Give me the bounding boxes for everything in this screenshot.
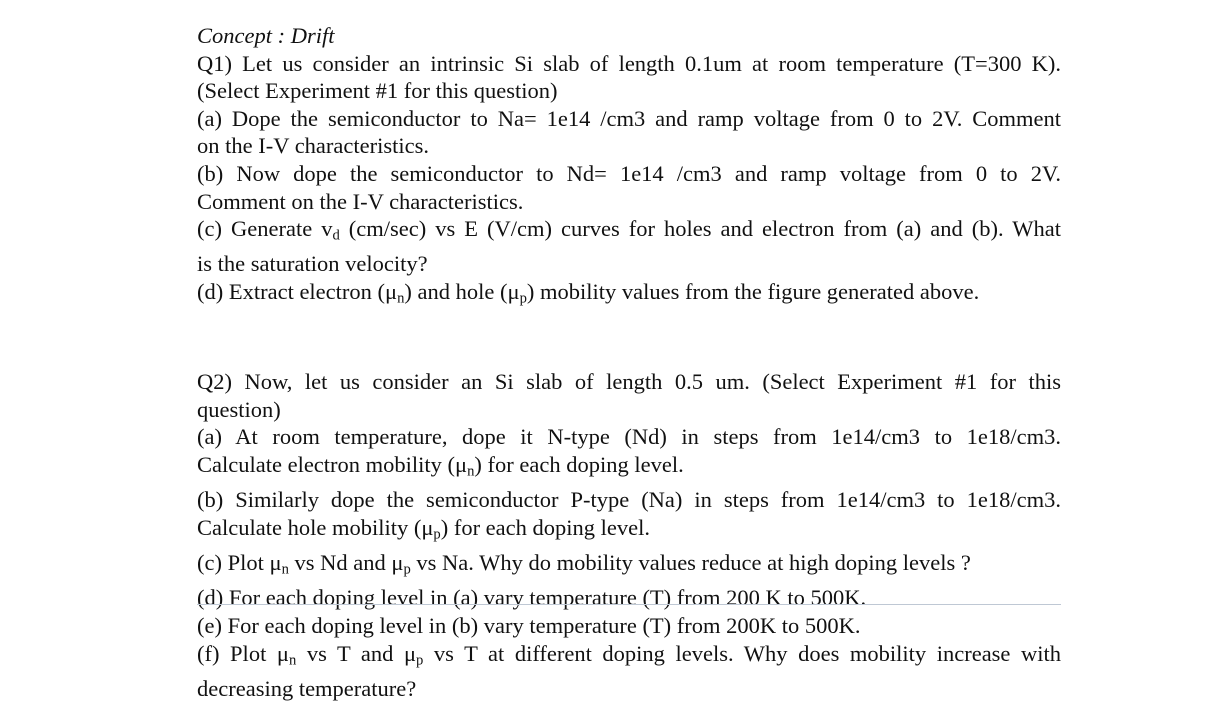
q1-line-7-sub: d — [332, 227, 340, 244]
q2-line-3: (a) At room temperature, dope it N-type (Nd) in steps from 1e14/cm3 to 1e18/cm3. — [197, 424, 1061, 450]
q1-line-7 — [197, 215, 1061, 250]
q1-line-1: Q1) Let us consider an intrinsic Si slab of length 0.1um at room temperature (T=300 K). — [197, 50, 1061, 76]
q2-line-8: (d) For each doping level in (a) vary temperature (T) from 200 K to 500K. — [197, 585, 867, 611]
q2-line-7-part-c: vs Na. Why do mobility values reduce at high doping levels ? — [410, 550, 971, 576]
q2-line-7-part-a: (c) Plot μ — [197, 550, 282, 576]
q2-line-7 — [197, 549, 1061, 584]
q2-line-4-part-a: Calculate electron mobility (μ — [197, 452, 468, 478]
q2-line-4-part-b: ) for each doping level. — [474, 452, 684, 478]
q2-line-4-sub: n — [467, 463, 475, 480]
q1-line-2: (Select Experiment #1 for this question) — [197, 78, 558, 104]
q2-line-10-part-c: vs T at different doping levels. Why does mobility increase with — [423, 640, 1061, 666]
q2-line-6-part-b: ) for each doping level. — [440, 514, 650, 540]
q1-line-9-part-c: ) mobility values from the figure generated above. — [526, 279, 980, 304]
q1-line-3: (a) Dope the semiconductor to Na= 1e14 /cm3 and ramp voltage from 0 to 2V. Comment — [197, 105, 1061, 131]
q2-line-10-part-b: vs T and μ — [296, 640, 417, 666]
q2-line-10-sub-p: p — [416, 652, 424, 669]
q2-line-6 — [197, 514, 1061, 549]
q1-line-9-sub-p: p — [519, 290, 527, 307]
q2-line-9: (e) For each doping level in (b) vary temperature (T) from 200K to 500K. — [197, 612, 861, 638]
q2-line-10-part-a: (f) Plot μ — [197, 640, 289, 666]
q2-line-5: (b) Similarly dope the semiconductor P-type (Na) in steps from 1e14/cm3 to 1e18/cm3. — [197, 487, 1061, 513]
q1-line-5: (b) Now dope the semiconductor to Nd= 1e14 /cm3 and ramp voltage from 0 to 2V. — [197, 160, 1061, 186]
section-gap — [197, 313, 1061, 368]
q2-line-11: decreasing temperature? — [197, 675, 417, 701]
q2-line-4 — [197, 451, 1061, 486]
q2-line-6-part-a: Calculate hole mobility (μ — [197, 514, 434, 540]
q2-line-7-part-b: vs Nd and μ — [288, 550, 404, 576]
q2-line-7-sub-p: p — [403, 561, 411, 578]
q2-line-10-sub-n: n — [288, 652, 297, 669]
text-boundary-line — [197, 604, 1061, 605]
q2-line-1: Q2) Now, let us consider an Si slab of length 0.5 um. (Select Experiment #1 for this — [197, 369, 1061, 395]
q1-line-9 — [197, 278, 1061, 313]
q2-line-6-sub: p — [433, 526, 441, 543]
q2-line-2: question) — [197, 396, 281, 422]
q1-line-9-part-b: ) and hole (μ — [404, 279, 520, 304]
q1-line-7-part-b: (cm/sec) vs E (V/cm) curves for holes and electron from (a) and (b). What — [339, 216, 1061, 242]
q1-line-8: is the saturation velocity? — [197, 251, 428, 277]
q1-line-9-part-a: (d) Extract electron (μ — [197, 279, 398, 304]
q1-line-9-sub-n: n — [397, 290, 405, 307]
q1-line-7-part-a: (c) Generate v — [197, 216, 333, 242]
concept-heading: Concept : Drift — [197, 23, 335, 48]
q2-line-7-sub-n: n — [281, 561, 289, 578]
q1-line-4: on the I-V characteristics. — [197, 133, 429, 159]
document-body — [197, 22, 1061, 702]
q1-line-6: Comment on the I-V characteristics. — [197, 188, 524, 214]
q2-line-10 — [197, 640, 1061, 675]
